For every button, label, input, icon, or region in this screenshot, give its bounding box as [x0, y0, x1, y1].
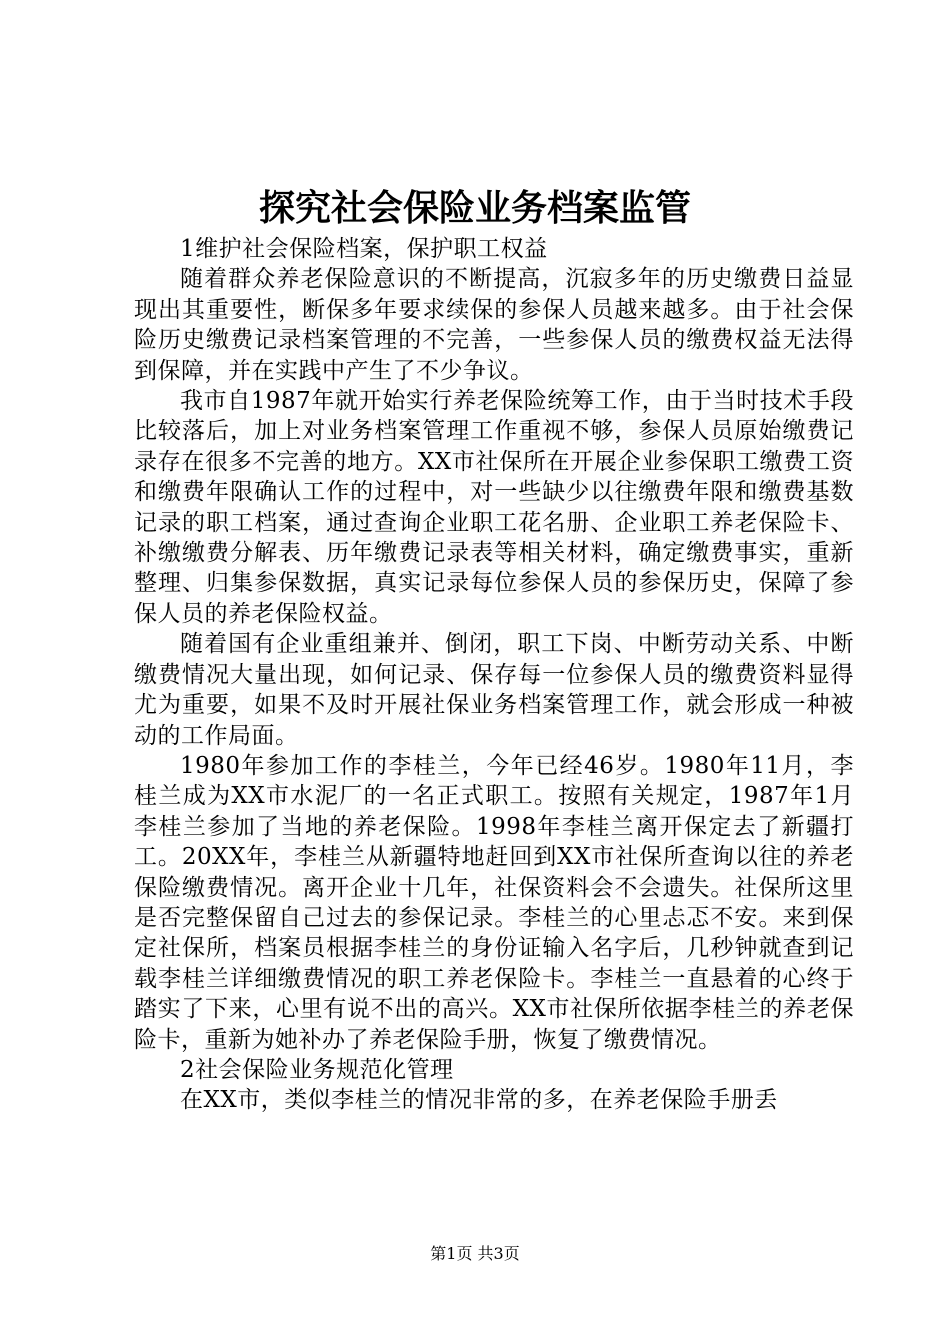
document-body: [134, 234, 854, 1116]
page-footer: 第1页 共3页: [430, 1244, 520, 1263]
document-title: 探究社会保险业务档案监管: [258, 187, 691, 229]
paragraph-5: 在XX市，类似李桂兰的情况非常的多，在养老保险手册丢: [180, 1087, 778, 1114]
paragraph-1: 随着群众养老保险意识的不断提高，沉寂多年的历史缴费日益显现出其重要性，断保多年要求续保的参保人员越来越多。由于社会保险历史缴费记录档案管理的不完善，一些参保人员的缴费权益无法得到保障，并在实践中产生了不少争议。: [134, 266, 854, 384]
section-heading-1: 1维护社会保险档案，保护职工权益: [180, 236, 548, 262]
section-heading-2: 2社会保险业务规范化管理: [180, 1056, 454, 1083]
paragraph-4: 1980年参加工作的李桂兰，今年已经46岁。1980年11月，李桂兰成为XX市水泥厂的一名正式职工。按照有关规定，1987年1月李桂兰参加了当地的养老保险。1998年李桂兰离开保定去了新疆打工。20XX年，李桂兰从新疆特地赶回到XX市社保所查询以往的养老保险缴费情况。离开企业十几年，社保资料会不会遗失。社保所这里是否完整保留自己过去的参保记录。李桂兰的心里忐忑不安。来到保定社保所，档案员根据李桂兰的身份证输入名字后，几秒钟就查到记载李桂兰详细缴费情况的职工养老保险卡。李桂兰一直悬着的心终于踏实了下来，心里有说不出的高兴。XX市社保所依据李桂兰的养老保险卡，重新为她补办了养老保险手册，恢复了缴费情况。: [134, 752, 854, 1053]
paragraph-2: 我市自1987年就开始实行养老保险统筹工作，由于当时技术手段比较落后，加上对业务档案管理工作重视不够，参保人员原始缴费记录存在很多不完善的地方。XX市社保所在开展企业参保职工缴费工资和缴费年限确认工作的过程中，对一些缺少以往缴费年限和缴费基数记录的职工档案，通过查询企业职工花名册、企业职工养老保险卡、补缴缴费分解表、历年缴费记录表等相关材料，确定缴费事实，重新整理、归集参保数据，真实记录每位参保人员的参保历史，保障了参保人员的养老保险权益。: [134, 388, 854, 627]
paragraph-3: 随着国有企业重组兼并、倒闭，职工下岗、中断劳动关系、中断缴费情况大量出现，如何记录、保存每一位参保人员的缴费资料显得尤为重要，如果不及时开展社保业务档案管理工作，就会形成一种被动的工作局面。: [134, 631, 854, 749]
